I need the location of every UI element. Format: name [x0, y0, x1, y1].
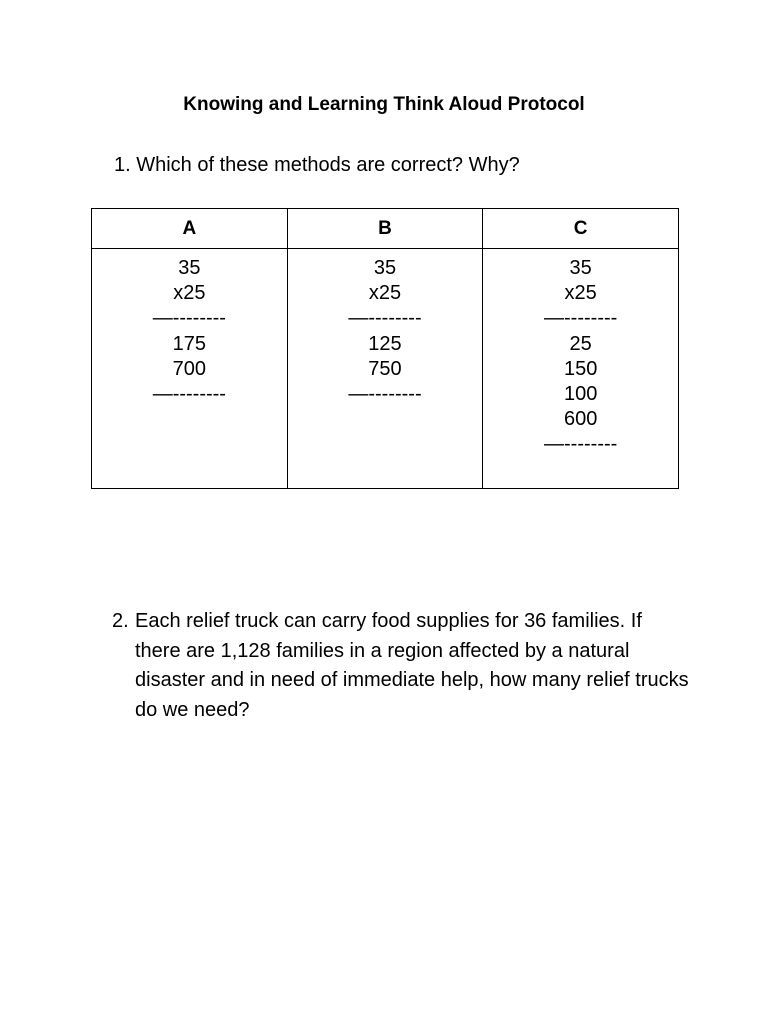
column-header-c: C: [483, 209, 679, 249]
method-c-line: 600: [563, 408, 598, 431]
method-b-cell: [287, 249, 483, 489]
table-header-row: [92, 209, 679, 249]
method-a-line: —--------: [152, 307, 226, 330]
method-a-cell: [92, 249, 288, 489]
method-c-line: 100: [563, 383, 598, 406]
method-a-line: 175: [172, 332, 207, 355]
method-c-cell: [483, 249, 679, 489]
method-a-line: x25: [173, 282, 206, 305]
method-a-line: —--------: [152, 383, 226, 406]
method-c-line: 35: [569, 257, 592, 279]
method-b-line: —--------: [348, 307, 422, 330]
method-b-line: —--------: [348, 383, 422, 406]
method-b-line: 35: [373, 257, 397, 279]
document-title: Knowing and Learning Think Aloud Protocol: [183, 94, 585, 115]
method-a-line: 700: [172, 357, 207, 380]
method-b-line: x25: [368, 282, 402, 305]
question-2-number: 2.: [112, 610, 129, 632]
column-header-a: A: [92, 209, 288, 249]
question-2: [112, 607, 692, 725]
method-c-line: —--------: [544, 433, 618, 456]
methods-table: [91, 208, 679, 489]
question-2-text: Each relief truck can carry food supplies for 36 families. If there are 1,128 families in a region affected by a natural disaster and in need of immediate help, how many relief trucks do we need?: [135, 610, 689, 721]
question-1: 1. Which of these methods are correct? Why?: [114, 154, 520, 176]
method-b-line: 750: [368, 357, 402, 380]
method-a-line: 35: [178, 257, 201, 279]
table-body-row: [92, 249, 679, 489]
column-header-b: B: [287, 209, 483, 249]
method-c-line: 25: [569, 332, 592, 355]
method-b-line: 125: [368, 332, 402, 355]
method-c-line: 150: [563, 357, 598, 380]
method-c-line: —--------: [544, 307, 618, 330]
method-c-line: x25: [564, 282, 597, 305]
